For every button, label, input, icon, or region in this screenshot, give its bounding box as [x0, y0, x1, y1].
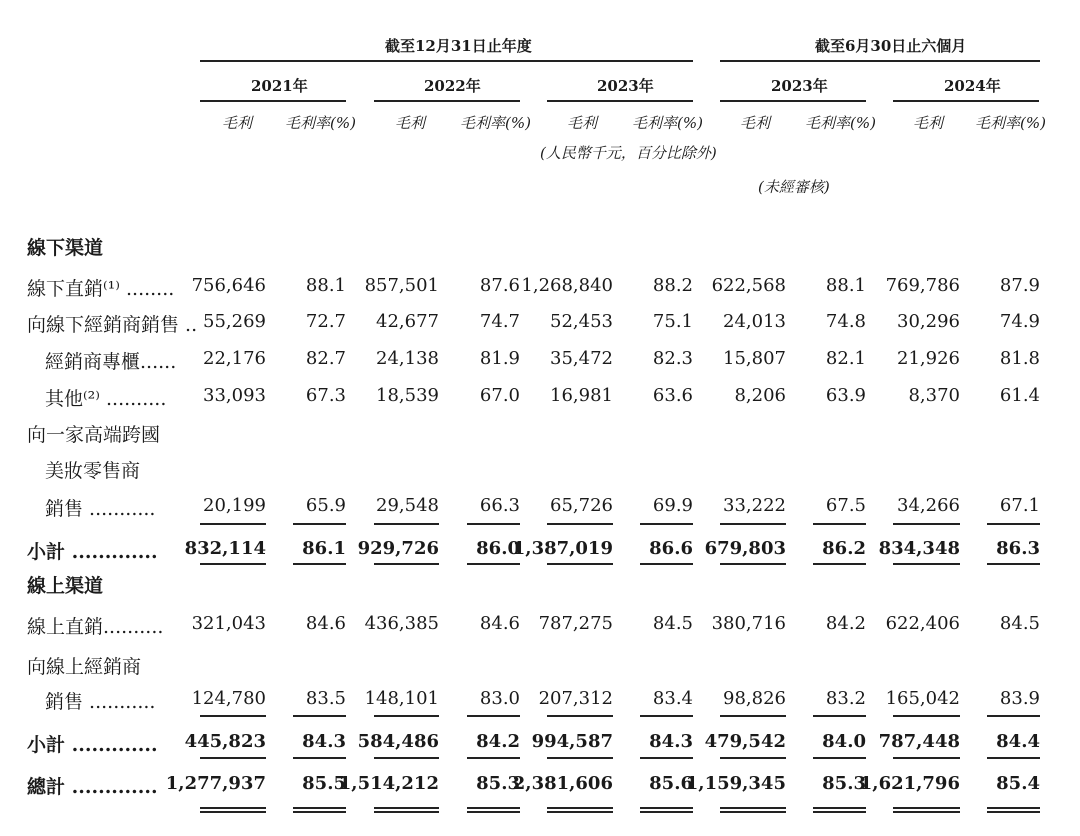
cell-gross-margin: 69.9	[652, 495, 693, 516]
cell-gross-margin: 82.7	[305, 348, 346, 369]
cell-gross-profit: 55,269	[203, 311, 266, 332]
cell-gross-margin: 74.9	[999, 311, 1040, 332]
cell-gross-margin: 85.5	[302, 773, 346, 794]
cell-gross-profit: 33,093	[203, 385, 266, 406]
col-gross: 毛利	[913, 114, 944, 132]
col-gross: 毛利	[222, 114, 253, 132]
cell-gross-profit: 8,206	[734, 385, 786, 406]
cell-gross-profit: 22,176	[203, 348, 266, 369]
row-label: 向線下經銷商銷售 ..	[27, 314, 198, 336]
cell-gross-profit: 832,114	[184, 538, 266, 559]
cell-gross-margin: 81.8	[999, 348, 1040, 369]
subtotal-rule	[893, 563, 960, 565]
subtotal-rule	[720, 523, 786, 525]
cell-gross-profit: 445,823	[184, 731, 266, 752]
cell-gross-profit: 1,387,019	[512, 538, 613, 559]
subtotal-rule	[467, 757, 520, 759]
cell-gross-margin: 83.0	[479, 688, 520, 709]
cell-gross-margin: 86.6	[649, 538, 693, 559]
subtotal-rule	[374, 563, 439, 565]
col-margin: 毛利率(%)	[460, 114, 531, 132]
cell-gross-margin: 85.4	[996, 773, 1040, 794]
row-label: 小計 .............	[27, 541, 158, 563]
total-double-rule	[547, 807, 613, 809]
cell-gross-profit: 207,312	[538, 688, 613, 709]
subtotal-rule	[547, 757, 613, 759]
cell-gross-profit: 33,222	[723, 495, 786, 516]
cell-gross-margin: 81.9	[479, 348, 520, 369]
cell-gross-margin: 86.2	[822, 538, 866, 559]
cell-gross-profit: 1,277,937	[165, 773, 266, 794]
subtotal-rule	[293, 563, 346, 565]
subtotal-rule	[640, 715, 693, 717]
subtotal-rule	[893, 715, 960, 717]
col-margin: 毛利率(%)	[285, 114, 356, 132]
cell-gross-margin: 86.1	[302, 538, 346, 559]
cell-gross-margin: 66.3	[479, 495, 520, 516]
cell-gross-profit: 20,199	[203, 495, 266, 516]
total-double-rule	[813, 807, 866, 809]
subtotal-rule	[293, 757, 346, 759]
cell-gross-profit: 479,542	[704, 731, 786, 752]
subtotal-rule	[640, 523, 693, 525]
cell-gross-margin: 84.4	[996, 731, 1040, 752]
cell-gross-margin: 67.5	[825, 495, 866, 516]
subtotal-rule	[467, 563, 520, 565]
subtotal-rule	[467, 715, 520, 717]
subtotal-rule	[200, 523, 266, 525]
row-label: 線上渠道	[27, 575, 104, 597]
row-label: 銷售 ...........	[45, 691, 156, 713]
cell-gross-margin: 67.0	[479, 385, 520, 406]
total-double-rule	[640, 811, 693, 813]
subtotal-rule	[467, 523, 520, 525]
subtotal-rule	[893, 757, 960, 759]
cell-gross-margin: 88.1	[305, 275, 346, 296]
cell-gross-margin: 83.9	[999, 688, 1040, 709]
year-underline	[547, 100, 693, 102]
total-double-rule	[374, 811, 439, 813]
cell-gross-margin: 72.7	[305, 311, 346, 332]
total-double-rule	[640, 807, 693, 809]
cell-gross-profit: 679,803	[704, 538, 786, 559]
total-double-rule	[893, 807, 960, 809]
subtotal-rule	[547, 523, 613, 525]
subtotal-rule	[813, 563, 866, 565]
cell-gross-margin: 65.9	[305, 495, 346, 516]
cell-gross-profit: 380,716	[711, 613, 786, 634]
cell-gross-margin: 67.1	[999, 495, 1040, 516]
cell-gross-margin: 85.6	[649, 773, 693, 794]
subtotal-rule	[374, 757, 439, 759]
cell-gross-profit: 2,381,606	[512, 773, 613, 794]
cell-gross-profit: 98,826	[723, 688, 786, 709]
subtotal-rule	[293, 715, 346, 717]
cell-gross-profit: 35,472	[550, 348, 613, 369]
total-double-rule	[893, 811, 960, 813]
cell-gross-profit: 52,453	[550, 311, 613, 332]
cell-gross-profit: 857,501	[364, 275, 439, 296]
total-double-rule	[293, 807, 346, 809]
cell-gross-profit: 584,486	[357, 731, 439, 752]
cell-gross-margin: 88.2	[652, 275, 693, 296]
cell-gross-profit: 8,370	[908, 385, 960, 406]
cell-gross-margin: 85.3	[476, 773, 520, 794]
unaudited-note: (未經審核)	[758, 178, 830, 196]
cell-gross-profit: 1,268,840	[521, 275, 613, 296]
cell-gross-margin: 84.2	[476, 731, 520, 752]
year-2024-h1: 2024年	[944, 77, 1001, 95]
cell-gross-profit: 1,621,796	[859, 773, 960, 794]
subtotal-rule	[720, 563, 786, 565]
cell-gross-profit: 24,013	[723, 311, 786, 332]
subtotal-rule	[547, 715, 613, 717]
cell-gross-margin: 85.3	[822, 773, 866, 794]
cell-gross-profit: 994,587	[531, 731, 613, 752]
cell-gross-margin: 82.3	[652, 348, 693, 369]
cell-gross-profit: 622,406	[885, 613, 960, 634]
cell-gross-profit: 29,548	[376, 495, 439, 516]
subtotal-rule	[200, 715, 266, 717]
cell-gross-profit: 834,348	[878, 538, 960, 559]
cell-gross-profit: 1,514,212	[338, 773, 439, 794]
year-2022: 2022年	[424, 77, 481, 95]
subtotal-rule	[987, 757, 1040, 759]
total-double-rule	[547, 811, 613, 813]
cell-gross-margin: 84.6	[479, 613, 520, 634]
year-2021: 2021年	[251, 77, 308, 95]
subtotal-rule	[893, 523, 960, 525]
subtotal-rule	[813, 715, 866, 717]
subtotal-rule	[374, 715, 439, 717]
cell-gross-profit: 436,385	[364, 613, 439, 634]
total-double-rule	[467, 811, 520, 813]
total-double-rule	[987, 807, 1040, 809]
row-label: 美妝零售商	[45, 460, 141, 482]
cell-gross-profit: 756,646	[191, 275, 266, 296]
row-label: 向一家高端跨國	[27, 424, 161, 446]
cell-gross-profit: 65,726	[550, 495, 613, 516]
col-margin: 毛利率(%)	[632, 114, 703, 132]
group-header-annual: 截至12月31日止年度	[385, 37, 532, 55]
total-double-rule	[200, 807, 266, 809]
cell-gross-margin: 83.5	[305, 688, 346, 709]
col-margin: 毛利率(%)	[975, 114, 1046, 132]
cell-gross-margin: 84.3	[302, 731, 346, 752]
subtotal-rule	[640, 757, 693, 759]
cell-gross-profit: 787,448	[878, 731, 960, 752]
cell-gross-profit: 124,780	[191, 688, 266, 709]
total-double-rule	[720, 811, 786, 813]
cell-gross-profit: 30,296	[897, 311, 960, 332]
subtotal-rule	[200, 563, 266, 565]
cell-gross-profit: 15,807	[723, 348, 786, 369]
cell-gross-margin: 84.5	[999, 613, 1040, 634]
row-label: 銷售 ...........	[45, 498, 156, 520]
cell-gross-profit: 321,043	[191, 613, 266, 634]
subtotal-rule	[987, 523, 1040, 525]
subtotal-rule	[987, 563, 1040, 565]
cell-gross-profit: 34,266	[897, 495, 960, 516]
col-gross: 毛利	[740, 114, 771, 132]
cell-gross-margin: 82.1	[825, 348, 866, 369]
cell-gross-margin: 63.6	[652, 385, 693, 406]
cell-gross-profit: 18,539	[376, 385, 439, 406]
cell-gross-profit: 24,138	[376, 348, 439, 369]
cell-gross-profit: 1,159,345	[685, 773, 786, 794]
cell-gross-margin: 75.1	[652, 311, 693, 332]
subtotal-rule	[987, 715, 1040, 717]
subtotal-rule	[720, 757, 786, 759]
total-double-rule	[374, 807, 439, 809]
subtotal-rule	[374, 523, 439, 525]
cell-gross-margin: 84.2	[825, 613, 866, 634]
cell-gross-margin: 84.6	[305, 613, 346, 634]
year-underline	[200, 100, 346, 102]
total-double-rule	[467, 807, 520, 809]
total-double-rule	[720, 807, 786, 809]
col-gross: 毛利	[395, 114, 426, 132]
cell-gross-profit: 42,677	[376, 311, 439, 332]
cell-gross-margin: 74.8	[825, 311, 866, 332]
unit-note: (人民幣千元，百分比除外)	[540, 144, 717, 162]
year-2023-h1: 2023年	[771, 77, 828, 95]
group-underline-six-months	[720, 60, 1040, 62]
cell-gross-margin: 63.9	[825, 385, 866, 406]
row-label: 線下渠道	[27, 237, 104, 259]
cell-gross-profit: 148,101	[364, 688, 439, 709]
group-header-six-months: 截至6月30日止六個月	[815, 37, 967, 55]
subtotal-rule	[547, 563, 613, 565]
cell-gross-margin: 86.3	[996, 538, 1040, 559]
row-label: 線上直銷..........	[27, 616, 164, 638]
subtotal-rule	[293, 523, 346, 525]
total-double-rule	[813, 811, 866, 813]
row-label: 小計 .............	[27, 734, 158, 756]
subtotal-rule	[640, 563, 693, 565]
cell-gross-margin: 84.0	[822, 731, 866, 752]
row-label: 線下直銷⁽¹⁾ ........	[27, 278, 175, 300]
year-underline	[720, 100, 866, 102]
col-gross: 毛利	[567, 114, 598, 132]
cell-gross-margin: 88.1	[825, 275, 866, 296]
row-label: 總計 .............	[27, 776, 158, 798]
total-double-rule	[987, 811, 1040, 813]
cell-gross-profit: 787,275	[538, 613, 613, 634]
total-double-rule	[200, 811, 266, 813]
subtotal-rule	[720, 715, 786, 717]
cell-gross-margin: 67.3	[305, 385, 346, 406]
subtotal-rule	[200, 757, 266, 759]
cell-gross-profit: 929,726	[357, 538, 439, 559]
cell-gross-margin: 83.4	[652, 688, 693, 709]
cell-gross-margin: 84.3	[649, 731, 693, 752]
cell-gross-margin: 87.6	[479, 275, 520, 296]
row-label: 其他⁽²⁾ ..........	[45, 388, 167, 410]
group-underline-annual	[200, 60, 693, 62]
cell-gross-profit: 16,981	[550, 385, 613, 406]
col-margin: 毛利率(%)	[805, 114, 876, 132]
total-double-rule	[293, 811, 346, 813]
cell-gross-profit: 165,042	[885, 688, 960, 709]
cell-gross-profit: 769,786	[885, 275, 960, 296]
cell-gross-margin: 87.9	[999, 275, 1040, 296]
year-underline	[374, 100, 520, 102]
cell-gross-margin: 74.7	[479, 311, 520, 332]
subtotal-rule	[813, 757, 866, 759]
cell-gross-profit: 21,926	[897, 348, 960, 369]
year-underline	[893, 100, 1039, 102]
subtotal-rule	[813, 523, 866, 525]
cell-gross-margin: 83.2	[825, 688, 866, 709]
year-2023: 2023年	[597, 77, 654, 95]
cell-gross-margin: 84.5	[652, 613, 693, 634]
cell-gross-profit: 622,568	[711, 275, 786, 296]
row-label: 經銷商專櫃......	[45, 351, 177, 373]
cell-gross-margin: 61.4	[999, 385, 1040, 406]
cell-gross-margin: 86.0	[476, 538, 520, 559]
row-label: 向線上經銷商	[27, 656, 142, 678]
